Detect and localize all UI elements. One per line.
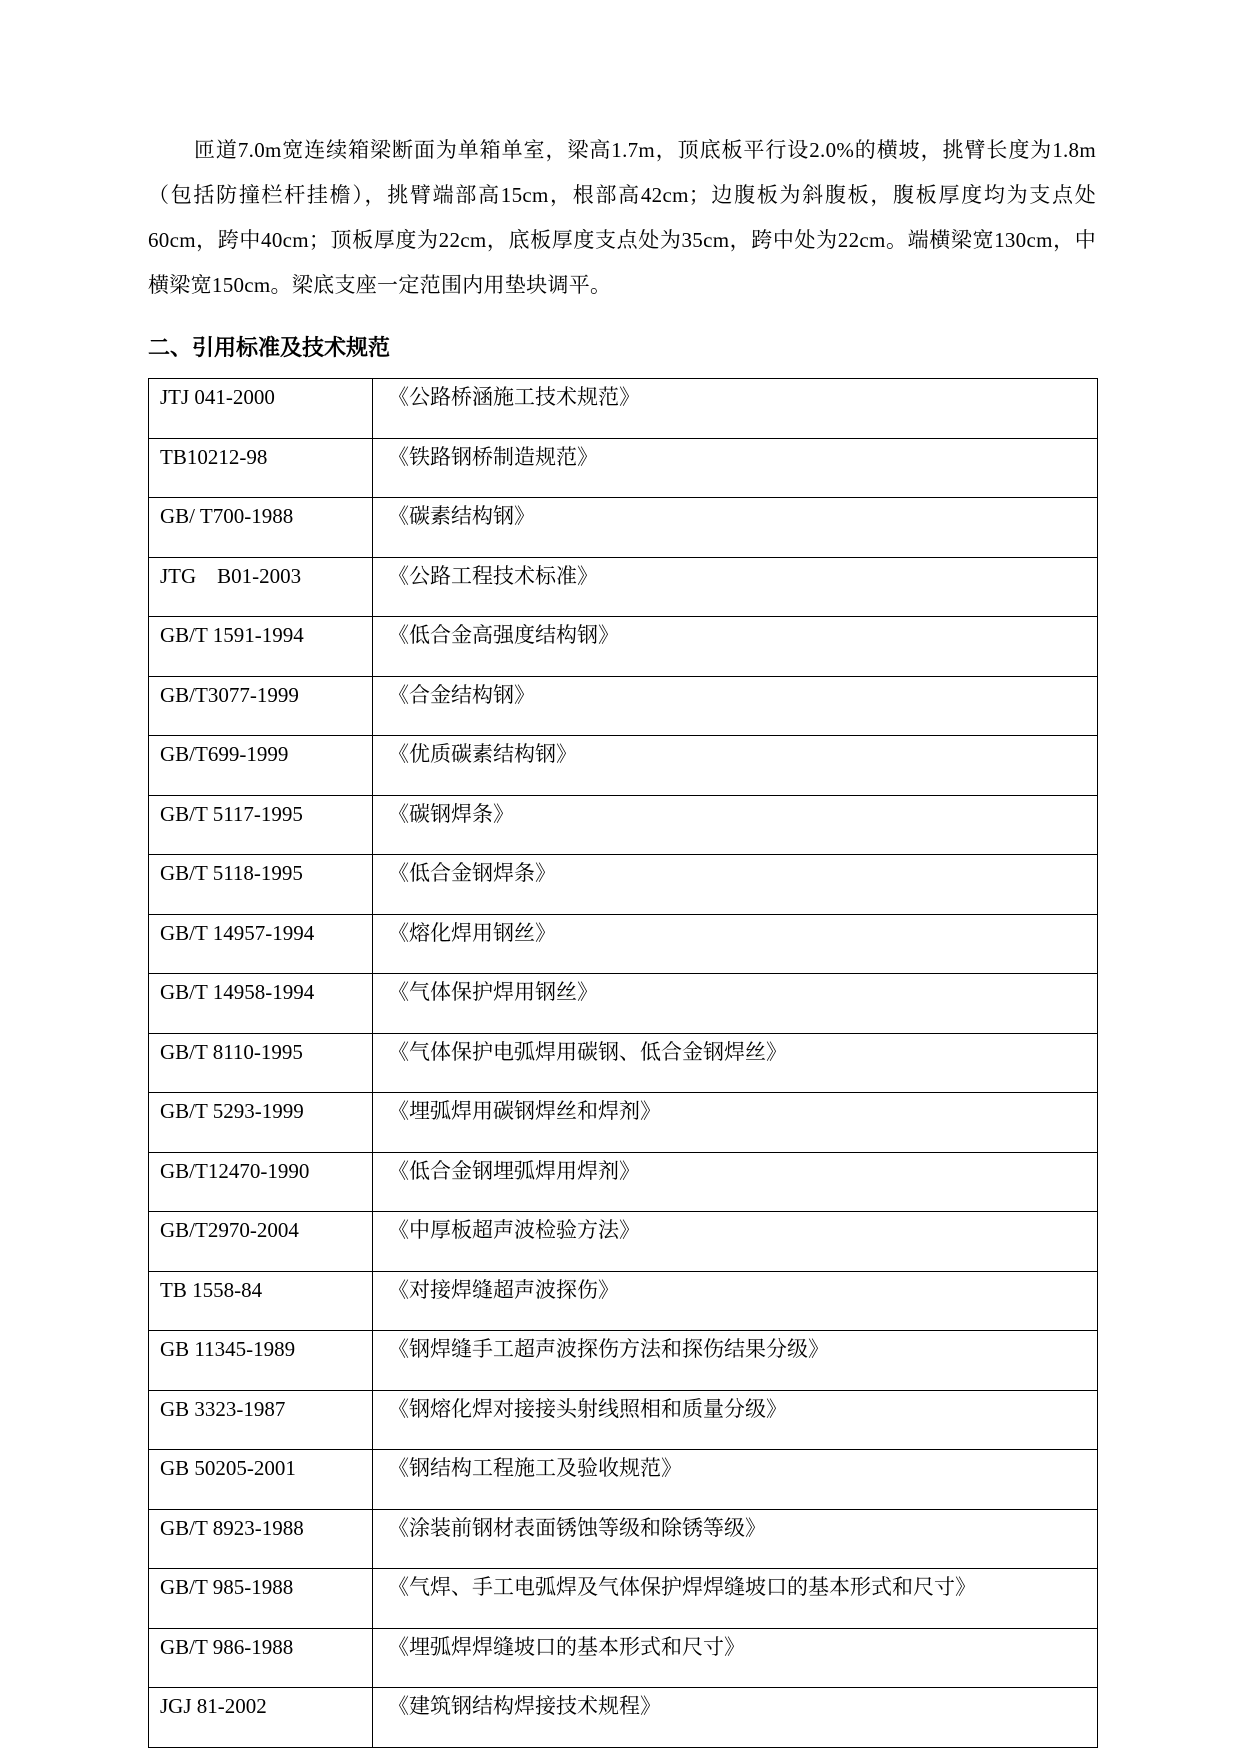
table-row <box>149 736 1098 796</box>
table-row <box>149 1688 1098 1748</box>
standard-title: 《公路桥涵施工技术规范》 <box>373 379 1098 439</box>
body-paragraph: 匝道7.0m宽连续箱梁断面为单箱单室，梁高1.7m，顶底板平行设2.0%的横坡，挑臂长度为1.8m（包括防撞栏杆挂檐），挑臂端部高15cm，根部高42cm；边腹板为斜腹板，腹板厚度均为支点处60cm，跨中40cm；顶板厚度为22cm，底板厚度支点处为35cm，跨中处为22cm。端横梁宽130cm，中横梁宽150cm。梁底支座一定范围内用垫块调平。 <box>148 138 1096 297</box>
standard-code: JTJ 041-2000 <box>149 379 373 439</box>
standard-code: GB/T3077-1999 <box>149 676 373 736</box>
standard-code: GB/T 985-1988 <box>149 1569 373 1629</box>
standard-code: GB/T 5118-1995 <box>149 855 373 915</box>
standards-table <box>148 378 1098 1748</box>
standard-title: 《气体保护焊用钢丝》 <box>373 974 1098 1034</box>
standard-title: 《低合金钢焊条》 <box>373 855 1098 915</box>
standard-code: GB/T 5293-1999 <box>149 1093 373 1153</box>
standard-title: 《建筑钢结构焊接技术规程》 <box>373 1688 1098 1748</box>
standard-title: 《碳素结构钢》 <box>373 498 1098 558</box>
table-row <box>149 676 1098 736</box>
standard-title: 《气焊、手工电弧焊及气体保护焊焊缝坡口的基本形式和尺寸》 <box>373 1569 1098 1629</box>
table-row <box>149 1509 1098 1569</box>
standard-title: 《低合金高强度结构钢》 <box>373 617 1098 677</box>
standard-title: 《埋弧焊焊缝坡口的基本形式和尺寸》 <box>373 1628 1098 1688</box>
table-row <box>149 1093 1098 1153</box>
standard-code: GB/T 14957-1994 <box>149 914 373 974</box>
table-row <box>149 617 1098 677</box>
table-row <box>149 1450 1098 1510</box>
standard-code: GB/T 1591-1994 <box>149 617 373 677</box>
standard-code: GB/T12470-1990 <box>149 1152 373 1212</box>
standard-title: 《涂装前钢材表面锈蚀等级和除锈等级》 <box>373 1509 1098 1569</box>
standard-title: 《低合金钢埋弧焊用焊剂》 <box>373 1152 1098 1212</box>
standard-title: 《熔化焊用钢丝》 <box>373 914 1098 974</box>
standards-table-body <box>149 379 1098 1748</box>
standard-title: 《优质碳素结构钢》 <box>373 736 1098 796</box>
standard-title: 《碳钢焊条》 <box>373 795 1098 855</box>
standard-code: GB/T 14958-1994 <box>149 974 373 1034</box>
standard-title: 《对接焊缝超声波探伤》 <box>373 1271 1098 1331</box>
standard-title: 《钢焊缝手工超声波探伤方法和探伤结果分级》 <box>373 1331 1098 1391</box>
table-row <box>149 914 1098 974</box>
table-row <box>149 1569 1098 1629</box>
standard-title: 《钢结构工程施工及验收规范》 <box>373 1450 1098 1510</box>
table-row <box>149 1390 1098 1450</box>
standard-code: GB/T 8923-1988 <box>149 1509 373 1569</box>
standard-title: 《气体保护电弧焊用碳钢、低合金钢焊丝》 <box>373 1033 1098 1093</box>
table-row <box>149 1628 1098 1688</box>
standard-code: GB 3323-1987 <box>149 1390 373 1450</box>
table-row <box>149 1271 1098 1331</box>
table-row <box>149 557 1098 617</box>
table-row <box>149 1212 1098 1272</box>
table-row <box>149 795 1098 855</box>
table-row <box>149 974 1098 1034</box>
table-row <box>149 1033 1098 1093</box>
table-row <box>149 855 1098 915</box>
standard-code: GB/T 5117-1995 <box>149 795 373 855</box>
standard-title: 《铁路钢桥制造规范》 <box>373 438 1098 498</box>
table-row <box>149 498 1098 558</box>
standard-code: GB/T 986-1988 <box>149 1628 373 1688</box>
table-row <box>149 379 1098 439</box>
standard-code: JTG B01-2003 <box>149 557 373 617</box>
section-heading: 二、引用标准及技术规范 <box>148 336 391 361</box>
standard-code: GB/T 8110-1995 <box>149 1033 373 1093</box>
standard-code: TB 1558-84 <box>149 1271 373 1331</box>
table-row <box>149 1331 1098 1391</box>
standard-title: 《合金结构钢》 <box>373 676 1098 736</box>
standard-code: GB/T2970-2004 <box>149 1212 373 1272</box>
table-row <box>149 1152 1098 1212</box>
table-row <box>149 438 1098 498</box>
standard-code: JGJ 81-2002 <box>149 1688 373 1748</box>
standard-code: TB10212-98 <box>149 438 373 498</box>
standard-code: GB 50205-2001 <box>149 1450 373 1510</box>
standard-title: 《中厚板超声波检验方法》 <box>373 1212 1098 1272</box>
standard-code: GB/ T700-1988 <box>149 498 373 558</box>
standard-title: 《公路工程技术标准》 <box>373 557 1098 617</box>
standard-title: 《钢熔化焊对接接头射线照相和质量分级》 <box>373 1390 1098 1450</box>
standard-code: GB/T699-1999 <box>149 736 373 796</box>
standard-title: 《埋弧焊用碳钢焊丝和焊剂》 <box>373 1093 1098 1153</box>
standard-code: GB 11345-1989 <box>149 1331 373 1391</box>
